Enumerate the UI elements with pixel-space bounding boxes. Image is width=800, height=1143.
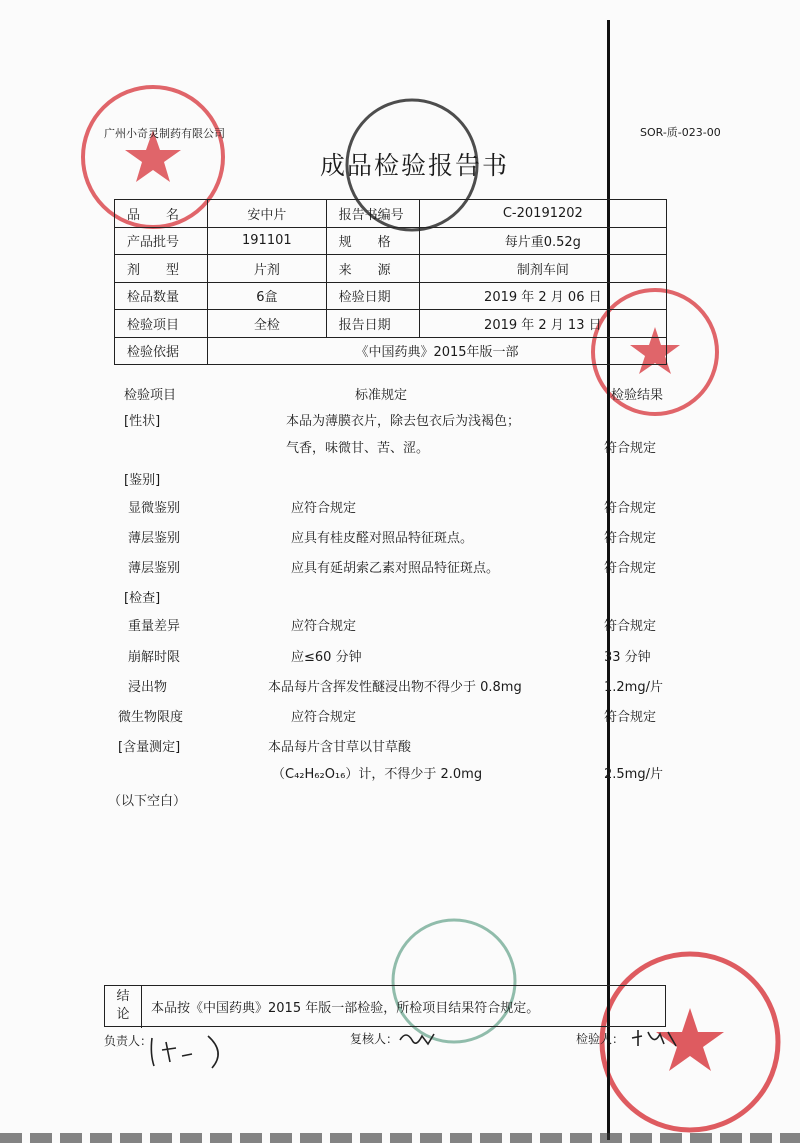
standard-text: （C₄₂H₆₂O₁₆）计，不得少于 2.0mg xyxy=(272,767,483,782)
results-header-standard: 标准规定 xyxy=(355,388,408,403)
label-cell: 检品数量 xyxy=(115,282,208,310)
result-text: 符合规定 xyxy=(604,501,657,516)
item-label: 重量差异 xyxy=(128,619,181,634)
section-label: [鉴别] xyxy=(124,473,161,488)
page-title: 成品检验报告书 xyxy=(320,151,510,180)
standard-text: 应具有延胡索乙素对照品特征斑点。 xyxy=(291,561,500,576)
value-cell: 191101 xyxy=(208,227,327,255)
item-label: 崩解时限 xyxy=(128,650,181,665)
result-text: 33 分钟 xyxy=(604,650,651,665)
standard-text: 应符合规定 xyxy=(291,710,357,725)
label-cell: 检验项目 xyxy=(115,310,208,338)
label-cell: 品 名 xyxy=(115,200,208,228)
label-cell: 来 源 xyxy=(326,255,419,283)
reviewer-label: 复核人： xyxy=(350,1032,399,1046)
table-row xyxy=(115,227,667,255)
basis-value: 《中国药典》2015年版一部 xyxy=(208,337,667,365)
scan-fold-line xyxy=(607,20,610,1140)
label-cell: 规 格 xyxy=(326,227,419,255)
bottom-right-red-seal xyxy=(596,948,784,1136)
label-cell: 报告日期 xyxy=(326,310,419,338)
standard-text: 本品每片含甘草以甘草酸 xyxy=(268,740,412,755)
standard-text: 气香，味微甘、苦、涩。 xyxy=(286,441,430,456)
item-label: 微生物限度 xyxy=(118,710,184,725)
info-table xyxy=(114,199,667,365)
section-label: [含量测定] xyxy=(118,740,181,755)
table-row xyxy=(115,200,667,228)
label-cell: 报告书编号 xyxy=(326,200,419,228)
section-label: [性状] xyxy=(124,414,161,429)
scan-edge-artifact xyxy=(0,1133,800,1143)
result-text: 符合规定 xyxy=(604,710,657,725)
table-row xyxy=(115,337,667,365)
label-cell: 检验日期 xyxy=(326,282,419,310)
item-label: 薄层鉴别 xyxy=(128,531,181,546)
results-header-result: 检验结果 xyxy=(611,388,664,403)
item-label: 浸出物 xyxy=(128,680,168,695)
result-text: 符合规定 xyxy=(604,441,657,456)
value-cell: 2019 年 2 月 13 日 xyxy=(419,310,666,338)
value-cell: 片剂 xyxy=(208,255,327,283)
responsible-signature xyxy=(148,1032,228,1072)
item-label: 显微鉴别 xyxy=(128,501,181,516)
value-cell: 2019 年 2 月 06 日 xyxy=(419,282,666,310)
standard-text: 本品为薄膜衣片，除去包衣后为浅褐色； xyxy=(286,414,521,429)
reviewer-signature xyxy=(398,1028,438,1050)
value-cell: 制剂车间 xyxy=(419,255,666,283)
conclusion-text: 本品按《中国药典》2015 年版一部检验，所检项目结果符合规定。 xyxy=(151,1001,540,1016)
results-header-item: 检验项目 xyxy=(124,388,177,403)
conclusion-box xyxy=(104,985,666,1027)
standard-text: 应符合规定 xyxy=(291,619,357,634)
basis-label: 检验依据 xyxy=(115,337,208,365)
standard-text: 应≤60 分钟 xyxy=(291,650,362,665)
table-row xyxy=(115,282,667,310)
standard-text: 本品每片含挥发性醚浸出物不得少于 0.8mg xyxy=(268,680,522,695)
value-cell: 6盒 xyxy=(208,282,327,310)
result-text: 符合规定 xyxy=(604,619,657,634)
inspector-label: 检验人： xyxy=(576,1032,625,1046)
value-cell: 每片重0.52g xyxy=(419,227,666,255)
value-cell: C-20191202 xyxy=(419,200,666,228)
result-text: 2.5mg/片 xyxy=(604,767,663,782)
standard-text: 应符合规定 xyxy=(291,501,357,516)
value-cell: 全检 xyxy=(208,310,327,338)
item-label: 薄层鉴别 xyxy=(128,561,181,576)
company-name: 广州小奇灵制药有限公司 xyxy=(104,127,225,140)
result-text: 符合规定 xyxy=(604,561,657,576)
blank-note: （以下空白） xyxy=(108,794,187,809)
label-cell: 剂 型 xyxy=(115,255,208,283)
conclusion-label: 结 论 xyxy=(105,986,142,1028)
responsible-label: 负责人： xyxy=(104,1034,153,1048)
value-cell: 安中片 xyxy=(208,200,327,228)
document-number: SOR-质-023-00 xyxy=(640,126,721,139)
label-cell: 产品批号 xyxy=(115,227,208,255)
standard-text: 应具有桂皮醛对照品特征斑点。 xyxy=(291,531,474,546)
section-label: [检查] xyxy=(124,591,161,606)
result-text: 符合规定 xyxy=(604,531,657,546)
table-row xyxy=(115,310,667,338)
table-row xyxy=(115,255,667,283)
inspector-signature xyxy=(630,1028,680,1050)
result-text: 1.2mg/片 xyxy=(604,680,663,695)
